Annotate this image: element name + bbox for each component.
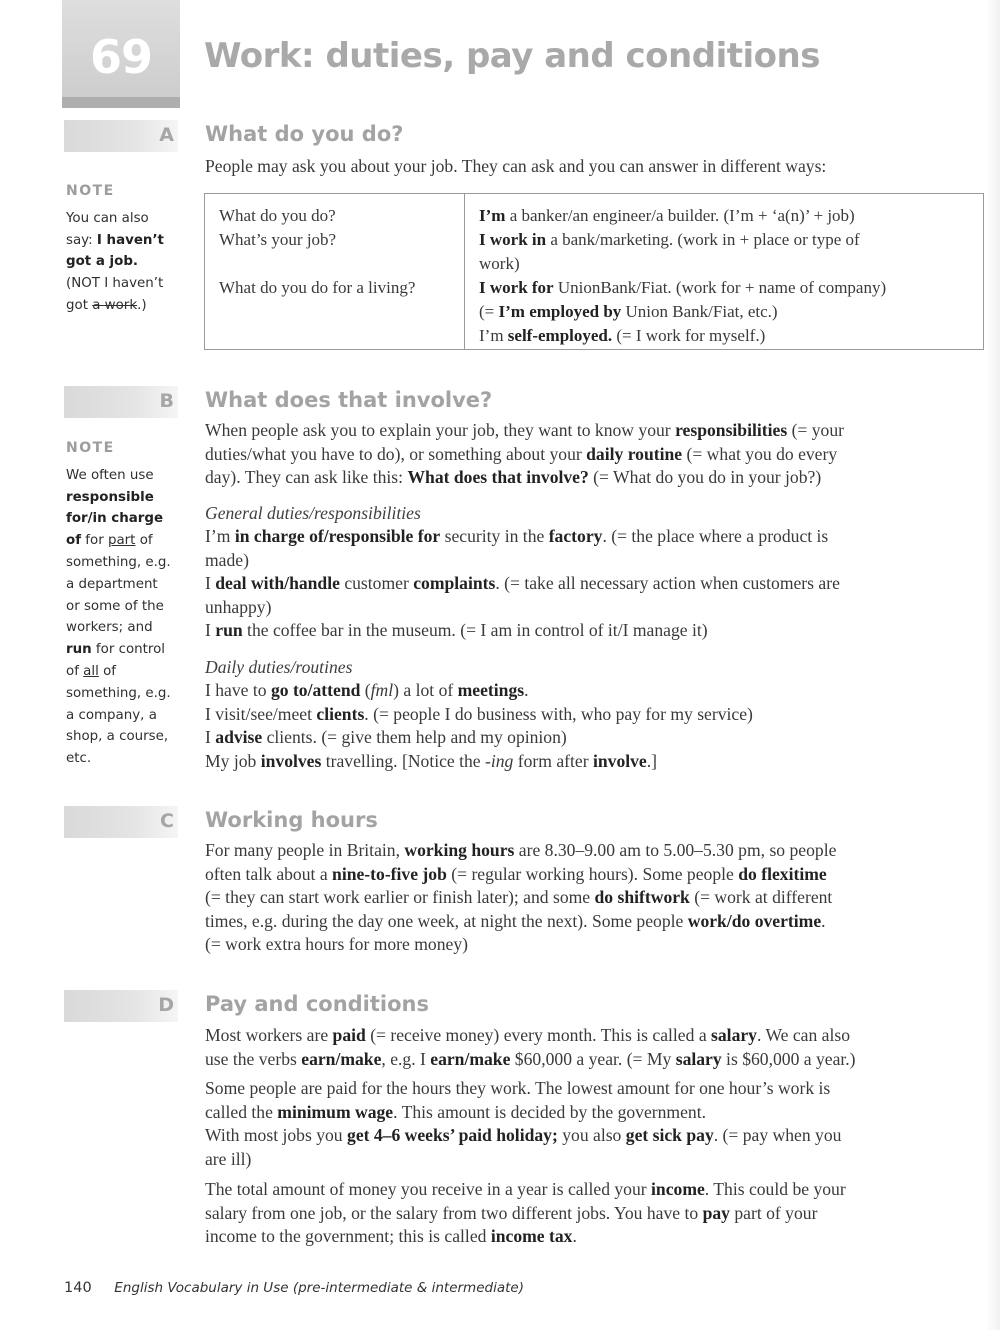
question-3: What do you do for a living? bbox=[219, 278, 416, 297]
job-phrases-table bbox=[204, 193, 984, 350]
text-line: for/in charge bbox=[66, 511, 164, 527]
general-duties-subheading: General duties/responsibilities bbox=[205, 503, 421, 523]
text-line: a company, a bbox=[66, 707, 157, 723]
text-line: something, e.g. bbox=[66, 685, 171, 701]
unit-number: 69 bbox=[89, 30, 152, 84]
section-d-letter: D bbox=[158, 994, 174, 1016]
note-text bbox=[66, 208, 184, 317]
text-line: called the minimum wage. This amount is decided by the government. bbox=[205, 1101, 707, 1122]
text-line: or some of the bbox=[66, 598, 164, 614]
text-line: For many people in Britain, working hours are 8.30–9.00 am to 5.00–5.30 pm, so people bbox=[205, 840, 837, 860]
general-duties-lines bbox=[205, 525, 985, 643]
section-c-letter: C bbox=[160, 810, 174, 832]
text-line: I run the coffee bar in the museum. (= I am in control of it/I manage it) bbox=[205, 620, 708, 641]
unit-title: Work: duties, pay and conditions bbox=[204, 36, 820, 76]
text-line: unhappy) bbox=[205, 596, 272, 617]
question-spacer bbox=[219, 252, 464, 276]
section-c-tab bbox=[64, 806, 178, 838]
section-b-note bbox=[66, 438, 184, 770]
questions-column bbox=[205, 194, 465, 349]
section-a-intro bbox=[205, 155, 985, 179]
text-line: I have to go to/attend (fml) a lot of meetings. bbox=[205, 680, 529, 700]
text-line: etc. bbox=[66, 751, 92, 767]
text-line: salary from one job, or the salary from two different jobs. You have to pay part of your bbox=[205, 1202, 818, 1223]
text-line: workers; and bbox=[66, 620, 153, 636]
text-line: I visit/see/meet clients. (= people I do business with, who pay for my service) bbox=[205, 703, 753, 724]
section-d-tab bbox=[64, 990, 178, 1022]
page-number: 140 bbox=[64, 1280, 92, 1296]
text-line: got a job. bbox=[66, 254, 139, 270]
book-title: English Vocabulary in Use (pre-intermediate & intermediate) bbox=[114, 1280, 524, 1296]
section-b-letter: B bbox=[159, 390, 174, 412]
text-line: The total amount of money you receive in a year is called your income. This could be your bbox=[205, 1179, 846, 1199]
daily-duties-subheading: Daily duties/routines bbox=[205, 657, 353, 677]
note-label: NOTE bbox=[66, 440, 115, 456]
text-line: (= work extra hours for more money) bbox=[205, 934, 468, 955]
unit-block-bar bbox=[62, 97, 180, 108]
text-line: made) bbox=[205, 549, 249, 570]
unit-number-block bbox=[62, 0, 180, 108]
text-line: run for control bbox=[66, 642, 166, 658]
section-c-text bbox=[205, 839, 985, 957]
text-line: use the verbs earn/make, e.g. I earn/make $60,000 a year. (= My salary is $60,000 a year.) bbox=[205, 1048, 856, 1069]
text-line: My job involves travelling. [Notice the -ing form after involve.] bbox=[205, 750, 658, 771]
text-line: of for part of bbox=[66, 533, 153, 549]
text-line: duties/what you have to do), or something about your daily routine (= what you do every bbox=[205, 443, 838, 464]
text-line: (= they can start work earlier or finish later); and some do shiftwork (= work at different bbox=[205, 887, 833, 908]
section-a-tab bbox=[64, 120, 178, 152]
question-2: What’s your job? bbox=[219, 230, 337, 249]
section-a-note bbox=[66, 181, 184, 317]
text-line: something, e.g. bbox=[66, 554, 171, 570]
section-a-letter: A bbox=[159, 124, 174, 146]
text-line: I deal with/handle customer complaints. (= take all necessary action when customers are bbox=[205, 573, 840, 594]
text-line: (= I’m employed by Union Bank/Fiat, etc.) bbox=[479, 302, 778, 321]
text-line: often talk about a nine-to-five job (= regular working hours). Some people do flexitime bbox=[205, 863, 827, 884]
section-d-paragraph-1 bbox=[205, 1024, 985, 1071]
text-line: income to the government; this is called income tax. bbox=[205, 1226, 577, 1247]
text-line: I’m in charge of/responsible for security in the factory. (= the place where a product is bbox=[205, 526, 829, 546]
text-line: With most jobs you get 4–6 weeks’ paid holiday; you also get sick pay. (= pay when you bbox=[205, 1125, 842, 1146]
section-b-heading: What does that involve? bbox=[205, 388, 493, 412]
text-line: are ill) bbox=[205, 1148, 252, 1169]
text-line: When people ask you to explain your job, they want to know your responsibilities (= your bbox=[205, 420, 844, 440]
text-line: times, e.g. during the day one week, at night the next). Some people work/do overtime. bbox=[205, 910, 826, 931]
section-a-heading: What do you do? bbox=[205, 122, 404, 146]
section-d-paragraph-3 bbox=[205, 1178, 985, 1249]
text-line: (NOT I haven’t bbox=[66, 276, 164, 292]
text-line: We often use bbox=[66, 467, 154, 483]
section-b-tab bbox=[64, 386, 178, 418]
note-label: NOTE bbox=[66, 183, 115, 199]
text-line: got a work.) bbox=[66, 297, 147, 313]
page-edge-shadow bbox=[986, 0, 1000, 1330]
text-line: of all of bbox=[66, 663, 116, 679]
text-line: responsible bbox=[66, 489, 154, 505]
text-line: You can also bbox=[66, 210, 149, 226]
text-line: a department bbox=[66, 576, 158, 592]
daily-duties-lines bbox=[205, 679, 985, 773]
answers-column bbox=[465, 194, 983, 349]
text-line: People may ask you about your job. They can ask and you can answer in different ways: bbox=[205, 156, 827, 176]
text-line: Some people are paid for the hours they work. The lowest amount for one hour’s work is bbox=[205, 1078, 831, 1098]
text-line: I advise clients. (= give them help and my opinion) bbox=[205, 727, 567, 748]
section-d-paragraph-2 bbox=[205, 1077, 985, 1171]
section-c-heading: Working hours bbox=[205, 808, 378, 832]
question-1: What do you do? bbox=[219, 206, 336, 225]
text-line: day). They can ask like this: What does that involve? (= What do you do in your job?) bbox=[205, 467, 822, 488]
text-line: I work for UnionBank/Fiat. (work for + name of company) bbox=[479, 278, 887, 297]
text-line: say: I haven’t bbox=[66, 232, 164, 248]
section-b-intro bbox=[205, 419, 985, 490]
text-line: Most workers are paid (= receive money) every month. This is called a salary. We can also bbox=[205, 1025, 851, 1045]
text-line: I’m a banker/an engineer/a builder. (I’m + ‘a(n)’ + job) bbox=[479, 206, 855, 225]
text-line: shop, a course, bbox=[66, 729, 169, 745]
section-d-heading: Pay and conditions bbox=[205, 992, 429, 1016]
text-line: I work in a bank/marketing. (work in + place or type of bbox=[479, 230, 860, 249]
note-text bbox=[66, 465, 184, 770]
page-footer bbox=[64, 1280, 524, 1296]
text-line: work) bbox=[479, 254, 520, 273]
text-line: I’m self-employed. (= I work for myself.) bbox=[479, 326, 766, 345]
